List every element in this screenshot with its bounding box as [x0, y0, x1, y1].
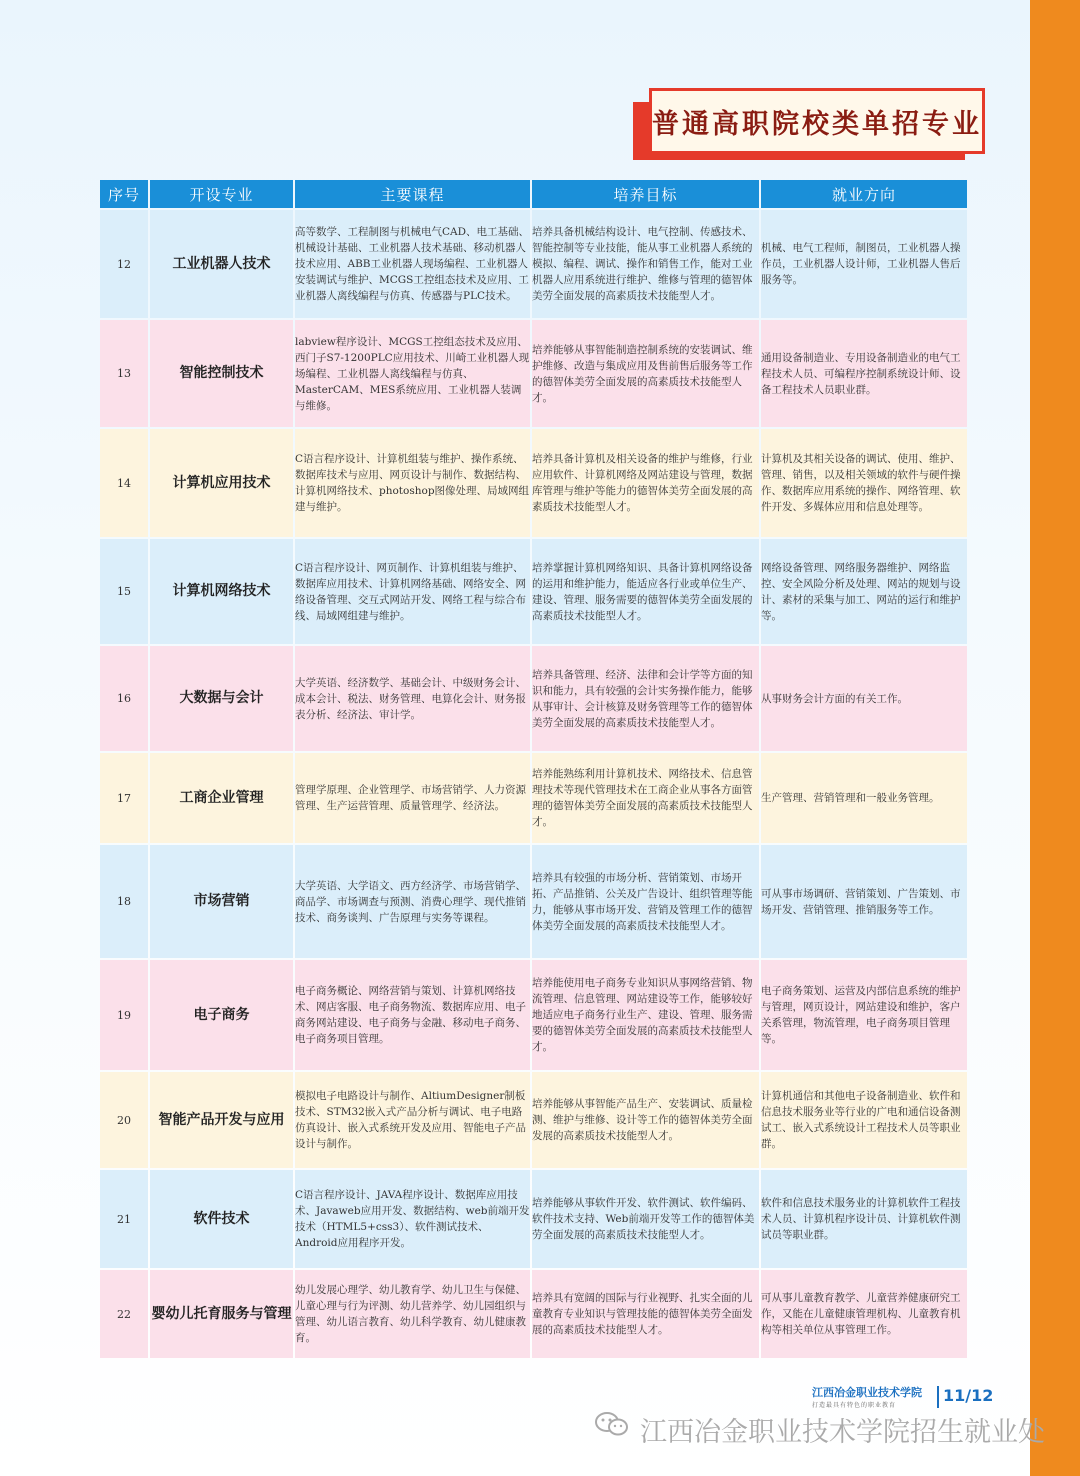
- row-seq: 22: [100, 1270, 148, 1358]
- row-courses: 电子商务概论、网络营销与策划、计算机网络技术、网店客服、电子商务物流、数据库应用、电子商务网站建设、电子商务与金融、移动电子商务、电子商务项目管理。: [295, 960, 530, 1070]
- row-major: 计算机应用技术: [150, 429, 293, 537]
- row-goal: 培养具有宽阔的国际与行业视野、扎实全面的儿童教育专业知识与管理技能的德智体美劳全面发展的高素质技术技能型人才。: [532, 1270, 759, 1358]
- footer-slogan: 打造最具有特色的职业教育: [812, 1402, 897, 1409]
- table-header-row: [100, 180, 967, 208]
- row-career: 可从事市场调研、营销策划、广告策划、市场开发、营销管理、推销服务等工作。: [761, 845, 967, 958]
- row-courses: 高等数学、工程制图与机械电气CAD、电工基础、机械设计基础、工业机器人技术基础、移动机器人技术应用、ABB工业机器人现场编程、工业机器人安装调试与维护、MCGS工控组态技术及应用、工业机器人离线编程与仿真、传感器与PLC技术。: [295, 210, 530, 318]
- row-major: 软件技术: [150, 1170, 293, 1268]
- footer-divider: [937, 1386, 939, 1408]
- header-seq: 序号: [100, 180, 148, 208]
- row-seq: 20: [100, 1072, 148, 1168]
- row-career: 从事财务会计方面的有关工作。: [761, 646, 967, 751]
- row-courses: 模拟电子电路设计与制作、AltiumDesigner制板技术、STM32嵌入式产品分析与调试、电子电路仿真设计、嵌入式系统开发及应用、智能电子产品设计与制作。: [295, 1072, 530, 1168]
- row-major: 计算机网络技术: [150, 539, 293, 644]
- row-seq: 14: [100, 429, 148, 537]
- row-seq: 17: [100, 753, 148, 843]
- table-row: [100, 539, 967, 644]
- row-career: 通用设备制造业、专用设备制造业的电气工程技术人员、可编程序控制系统设计师、设备工程技术人员职业群。: [761, 320, 967, 427]
- row-seq: 18: [100, 845, 148, 958]
- table-row: [100, 845, 967, 958]
- row-seq: 12: [100, 210, 148, 318]
- row-career: 计算机通信和其他电子设备制造业、软件和信息技术服务业等行业的广电和通信设备测试工、嵌入式系统设计工程技术人员等职业群。: [761, 1072, 967, 1168]
- row-seq: 16: [100, 646, 148, 751]
- row-career: 机械、电气工程师，制图员，工业机器人操作员，工业机器人设计师，工业机器人售后服务等。: [761, 210, 967, 318]
- row-career: 可从事儿童教育教学、儿童营养健康研究工作，又能在儿童健康管理机构、儿童教育机构等相关单位从事管理工作。: [761, 1270, 967, 1358]
- table-row: [100, 960, 967, 1070]
- row-goal: 培养能够从事软件开发、软件测试、软件编码、软件技术支持、Web前端开发等工作的德智体美劳全面发展的高素质技术技能型人才。: [532, 1170, 759, 1268]
- row-goal: 培养具备计算机及相关设备的维护与维修，行业应用软件、计算机网络及网站建设与管理，数据库管理与维护等能力的德智体美劳全面发展的高素质技术技能型人才。: [532, 429, 759, 537]
- row-career: 计算机及其相关设备的调试、使用、维护、管理、销售，以及相关领域的软件与硬件操作、数据库应用系统的操作、网络管理、软件开发、多媒体应用和信息处理等。: [761, 429, 967, 537]
- table-row: [100, 1270, 967, 1358]
- row-major: 智能控制技术: [150, 320, 293, 427]
- row-courses: C语言程序设计、网页制作、计算机组装与维护、数据库应用技术、计算机网络基础、网络安全、网络设备管理、交互式网站开发、网络工程与综合布线、局域网组建与维护。: [295, 539, 530, 644]
- wechat-icon: [594, 1410, 630, 1438]
- row-major: 市场营销: [150, 845, 293, 958]
- row-seq: 21: [100, 1170, 148, 1268]
- row-courses: 大学英语、大学语文、西方经济学、市场营销学、商品学、市场调查与预测、消费心理学、现代推销技术、商务谈判、广告原理与实务等课程。: [295, 845, 530, 958]
- row-courses: 幼儿发展心理学、幼儿教育学、幼儿卫生与保健、儿童心理与行为评测、幼儿营养学、幼儿园组织与管理、幼儿语言教育、幼儿科学教育、幼儿健康教育。: [295, 1270, 530, 1358]
- page-title-banner: [633, 88, 985, 162]
- row-courses: C语言程序设计、计算机组装与维护、操作系统、数据库技术与应用、网页设计与制作、数据结构、计算机网络技术、photoshop图像处理、局域网组建与维护。: [295, 429, 530, 537]
- title-box: [649, 88, 985, 154]
- footer-school-name: 江西冶金职业技术学院: [812, 1386, 922, 1399]
- row-goal: 培养能够从事智能产品生产、安装调试、质量检测、维护与维修、设计等工作的德智体美劳全面发展的高素质技术技能型人才。: [532, 1072, 759, 1168]
- row-courses: 管理学原理、企业管理学、市场营销学、人力资源管理、生产运营管理、质量管理学、经济法。: [295, 753, 530, 843]
- row-major: 工业机器人技术: [150, 210, 293, 318]
- row-major: 工商企业管理: [150, 753, 293, 843]
- row-goal: 培养能够从事智能制造控制系统的安装调试、维护维修、改造与集成应用及售前售后服务等工作的德智体美劳全面发展的高素质技术技能型人才。: [532, 320, 759, 427]
- row-major: 智能产品开发与应用: [150, 1072, 293, 1168]
- row-career: 生产管理、营销管理和一般业务管理。: [761, 753, 967, 843]
- row-goal: 培养能使用电子商务专业知识从事网络营销、物流管理、信息管理、网站建设等工作，能够较好地适应电子商务行业生产、建设、管理、服务需要的德智体美劳全面发展的高素质技术技能型人才。: [532, 960, 759, 1070]
- row-goal: 培养具备机械结构设计、电气控制、传感技术、智能控制等专业技能，能从事工业机器人系统的模拟、编程、调试、操作和销售工作，能对工业机器人应用系统进行维护、维修与管理的德智体美劳全面发展的高素质技术技能型人才。: [532, 210, 759, 318]
- header-major: 开设专业: [150, 180, 293, 208]
- row-goal: 培养具备管理、经济、法律和会计学等方面的知识和能力，具有较强的会计实务操作能力，能够从事审计、会计核算及财务管理等工作的德智体美劳全面发展的高素质技术技能型人才。: [532, 646, 759, 751]
- row-major: 婴幼儿托育服务与管理: [150, 1270, 293, 1358]
- row-courses: C语言程序设计、JAVA程序设计、数据库应用技术、Javaweb应用开发、数据结构、web前端开发技术（HTML5+css3）、软件测试技术、Android应用程序开发。: [295, 1170, 530, 1268]
- table-row: [100, 210, 967, 318]
- header-career: 就业方向: [761, 180, 967, 208]
- majors-table: [98, 178, 969, 1360]
- row-goal: 培养掌握计算机网络知识、具备计算机网络设备的运用和维护能力，能适应各行业或单位生产、建设、管理、服务需要的德智体美劳全面发展的高素质技术技能型人才。: [532, 539, 759, 644]
- orange-side-bar: [1030, 0, 1080, 1476]
- row-seq: 15: [100, 539, 148, 644]
- row-seq: 19: [100, 960, 148, 1070]
- table-row: [100, 646, 967, 751]
- row-career: 软件和信息技术服务业的计算机软件工程技术人员、计算机程序设计员、计算机软件测试员等职业群。: [761, 1170, 967, 1268]
- row-career: 电子商务策划、运营及内部信息系统的维护与管理，网页设计，网站建设和维护，客户关系管理，物流管理，电子商务项目管理等。: [761, 960, 967, 1070]
- row-goal: 培养能熟练利用计算机技术、网络技术、信息管理技术等现代管理技术在工商企业从事各方面管理的德智体美劳全面发展的高素质技术技能型人才。: [532, 753, 759, 843]
- table-row: [100, 1170, 967, 1268]
- table-row: [100, 320, 967, 427]
- row-seq: 13: [100, 320, 148, 427]
- page-number: 11/12: [943, 1386, 994, 1405]
- header-goal: 培养目标: [532, 180, 759, 208]
- watermark-text: 江西冶金职业技术学院招生就业处: [640, 1417, 1045, 1448]
- table-row: [100, 429, 967, 537]
- page-title: 普通高职院校类单招专业: [652, 108, 982, 140]
- row-career: 网络设备管理、网络服务器维护、网络监控、安全风险分析及处理、网站的规划与设计、素材的采集与加工、网站的运行和维护等。: [761, 539, 967, 644]
- row-courses: 大学英语、经济数学、基础会计、中级财务会计、成本会计、税法、财务管理、电算化会计、财务报表分析、经济法、审计学。: [295, 646, 530, 751]
- table-row: [100, 753, 967, 843]
- row-goal: 培养具有较强的市场分析、营销策划、市场开拓、产品推销、公关及广告设计、组织管理等能力，能够从事市场开发、营销及管理工作的德智体美劳全面发展的高素质技术技能型人才。: [532, 845, 759, 958]
- table-row: [100, 1072, 967, 1168]
- row-major: 大数据与会计: [150, 646, 293, 751]
- row-major: 电子商务: [150, 960, 293, 1070]
- header-courses: 主要课程: [295, 180, 530, 208]
- row-courses: labview程序设计、MCGS工控组态技术及应用、西门子S7-1200PLC应用技术、川崎工业机器人现场编程、工业机器人离线编程与仿真、MasterCAM、MES系统应用、工业机器人装调与维修。: [295, 320, 530, 427]
